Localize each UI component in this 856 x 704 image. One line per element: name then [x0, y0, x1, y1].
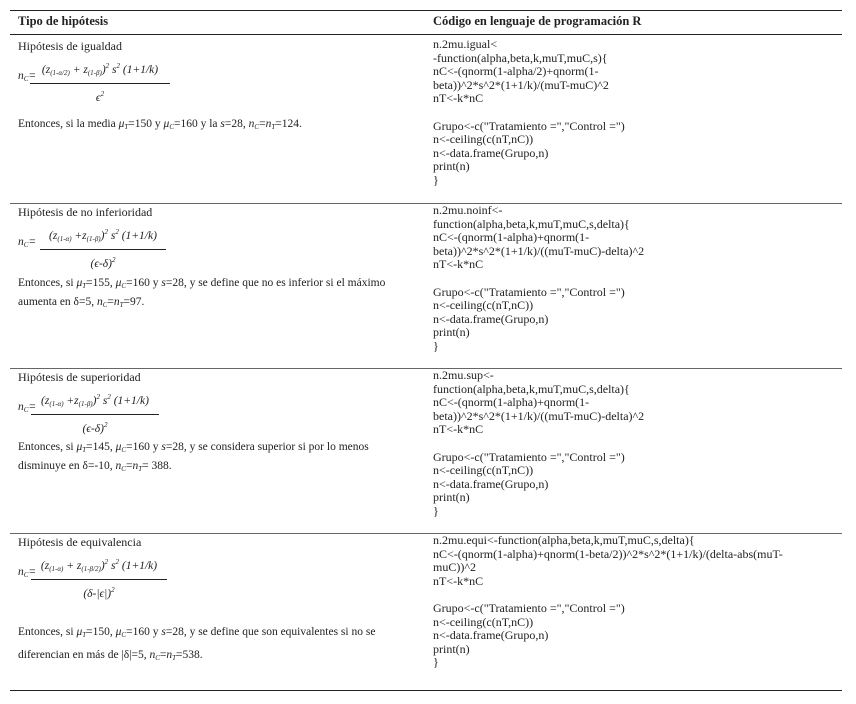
code-line: n<-ceiling(c(nT,nC)): [433, 463, 534, 478]
code-line: function(alpha,beta,k,muT,muC,s,delta){: [433, 216, 630, 231]
code-line: n<-ceiling(c(nT,nC)): [433, 614, 534, 629]
code-line: Grupo<-c("Tratamiento =","Control ="): [433, 600, 625, 615]
code-line: }: [433, 655, 439, 670]
code-line: beta))^2*s^2*(1+1/k)/((muT-muC)-delta)^2: [433, 408, 645, 423]
code-line: nC<-(qnorm(1-alpha)+qnorm(1-beta/2))^2*s^2*(1+1/k)/(delta-abs(muT-: [433, 546, 783, 561]
table-row: [10, 369, 842, 533]
code-line: beta))^2*s^2*(1+1/k)/(muT-muC)^2: [433, 77, 609, 92]
hypothesis-title: Hipótesis de superioridad: [18, 370, 141, 384]
code-line: n.2mu.noinf<-: [433, 203, 503, 217]
code-line: }: [433, 503, 439, 518]
code-line: Grupo<-c("Tratamiento =","Control ="): [433, 118, 625, 133]
code-line: n<-ceiling(c(nT,nC)): [433, 132, 534, 147]
code-line: n.2mu.igual<: [433, 37, 498, 51]
example-note: Entonces, si $\mu_T=150$, $\mu_C=160$ y s=28, y se define que son equivalentes si no se diferencian en más de |δ|=5, $n_C=n_T=538$.: [18, 626, 376, 662]
code-line: n<-data.frame(Grupo,n): [433, 311, 549, 326]
example-note: Entonces, si $\mu_T=155$, $\mu_C=160$ y s=28, y se define que no es inferior si el máximo aumenta en δ=5, $n_C=n_T=97$.: [18, 277, 386, 309]
hypothesis-title: Hipótesis de no inferioridad: [18, 205, 153, 219]
code-line: n<-data.frame(Grupo,n): [433, 145, 549, 160]
example-note: Entonces, si la media $\mu_T=150$ y $\mu_C=160$ y la s=28, $n_C=n_T=124$.: [18, 118, 302, 131]
code-line: }: [433, 338, 439, 353]
r-code-block: [433, 369, 833, 519]
code-line: nC<-(qnorm(1-alpha/2)+qnorm(1-: [433, 64, 599, 79]
code-line: print(n): [433, 641, 470, 656]
sample-size-formula: $n_C=$ $(z_{(1-\alpha)} +z_{(1-\beta)})^2$ $s^2$ (1+1/k) $(\epsilon-\delta)^2$: [18, 389, 418, 433]
code-line: print(n): [433, 490, 470, 505]
code-line: n.2mu.sup<-: [433, 368, 494, 382]
header-rule: [10, 34, 842, 35]
code-line: print(n): [433, 325, 470, 340]
r-code-block: [433, 204, 833, 354]
header-r-code: Código en lenguaje de programación R: [433, 14, 642, 28]
table-row: [10, 534, 842, 690]
hypothesis-title: Hipótesis de equivalencia: [18, 535, 142, 549]
code-line: nT<-k*nC: [433, 91, 484, 106]
code-line: Grupo<-c("Tratamiento =","Control ="): [433, 449, 625, 464]
sample-size-formula: $n_C=$ $(z_{(1-\alpha)} + z_{(1-\beta/2)})^2$ $s^2$ (1+1/k) $(\delta-|\epsilon|)^2$: [18, 554, 418, 598]
code-line: [433, 272, 833, 286]
table-top-rule: [10, 10, 842, 11]
table-row: [10, 38, 842, 203]
code-line: [433, 588, 833, 602]
r-code-block: [433, 534, 833, 670]
code-line: -function(alpha,beta,k,muT,muC,s){: [433, 50, 608, 65]
header-hypothesis-type: Tipo de hipótesis: [18, 14, 109, 28]
code-line: Grupo<-c("Tratamiento =","Control ="): [433, 284, 625, 299]
hypothesis-title: Hipótesis de igualdad: [18, 39, 122, 53]
code-line: n.2mu.equi<-function(alpha,beta,k,muT,muC,s,delta){: [433, 533, 695, 547]
code-line: n<-data.frame(Grupo,n): [433, 628, 549, 643]
code-line: nC<-(qnorm(1-alpha)+qnorm(1-: [433, 230, 590, 245]
code-line: print(n): [433, 159, 470, 174]
code-line: nT<-k*nC: [433, 573, 484, 588]
code-line: muC))^2: [433, 560, 476, 575]
code-line: n<-data.frame(Grupo,n): [433, 476, 549, 491]
r-code-block: [433, 38, 833, 188]
table-bottom-rule: [10, 690, 842, 691]
sample-size-formula: $n_C=$ $(z_{(1-\alpha/2)} + z_{(1-\beta)})^2$ $s^2$ (1+1/k) $\epsilon^2$: [18, 58, 418, 102]
code-line: [433, 437, 833, 451]
code-line: nT<-k*nC: [433, 257, 484, 272]
code-line: [433, 106, 833, 120]
code-line: nT<-k*nC: [433, 422, 484, 437]
table-row: [10, 204, 842, 368]
example-note: Entonces, si $\mu_T=145$, $\mu_C=160$ y s=28, y se considera superior si por lo menos disminuye en δ=-10, $n_C=n_T= 388$.: [18, 441, 369, 473]
code-line: beta))^2*s^2*(1+1/k)/((muT-muC)-delta)^2: [433, 243, 645, 258]
code-line: n<-ceiling(c(nT,nC)): [433, 298, 534, 313]
code-line: nC<-(qnorm(1-alpha)+qnorm(1-: [433, 395, 590, 410]
sample-size-formula: $n_C=$ $(z_{(1-\alpha)} +z_{(1-\beta)})^2$ $s^2$ (1+1/k) $(\epsilon-\delta)^2$: [18, 224, 418, 268]
code-line: }: [433, 172, 439, 187]
code-line: function(alpha,beta,k,muT,muC,s,delta){: [433, 381, 630, 396]
